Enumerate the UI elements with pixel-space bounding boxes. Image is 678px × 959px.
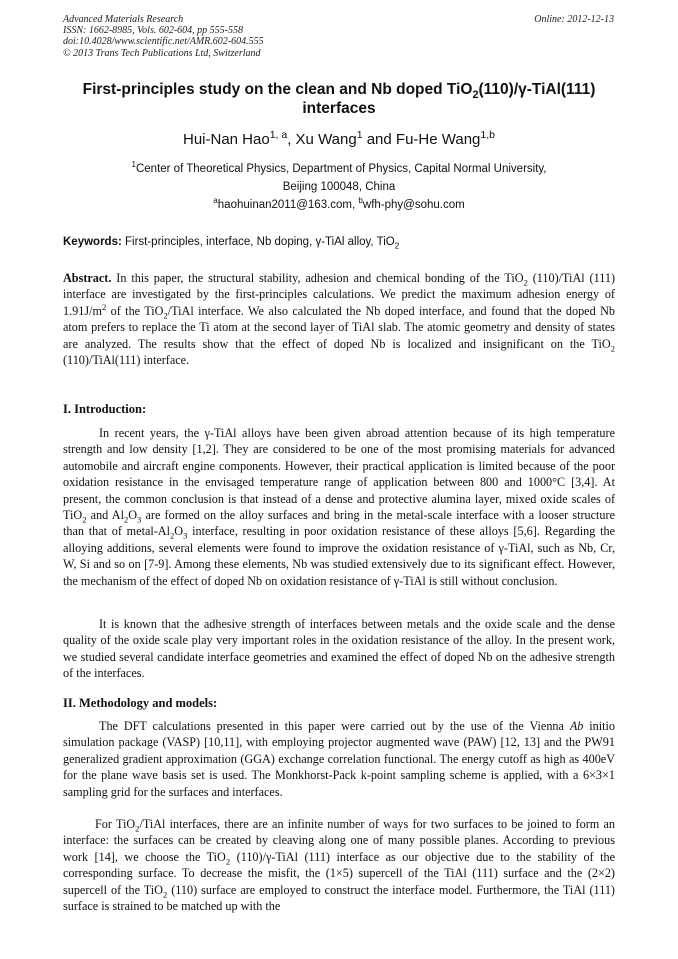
section-heading-introduction: I. Introduction:: [63, 402, 147, 416]
journal-header: [63, 14, 264, 59]
intro-paragraph-1: In recent years, the γ-TiAl alloys have been given abroad attention because of its high temperature strength and low density [1,2]. They are considered to be one of the most promising materials for advanced automobile and aircraft engine components. However, their practical application is limited because of the poor oxidation resistance in the envisaged temperature range of application between 800 and 1000°C [3,4]. At present, the common conclusion is that instead of a dense and protective alumina layer, mixed oxide scales of TiO$_2$ and $Al_2O_3$ are formed on the alloy surfaces and bring in the metal-scale interface with a looser structure than that of metal-$Al_2O_3$ interface, resulting in poor oxidation resistance of these alloys [5,6]. Regarding the alloying additions, several elements were found to improve the oxidation resistance of γ-TiAl, such as Nb, Cr, W, Si and so on [7-9]. Among these elements, Nb was studied extensively due to its significant effect. However, the mechanism of the effect of doped Nb on oxidation resistance of γ-TiAl is still without conclusion.: [63, 426, 615, 588]
methods-paragraph-1: The DFT calculations presented in this paper were carried out by the use of the Vienna Ab initio simulation package (VASP) [10,11], with employing projector augmented wave (PAW) [12, 13] and the PW91 generalized gradient approximation (GGA) exchange correlation functional. The energy cutoff as high as 400eV for the plane wave basis set is used. The Monkhorst-Pack k-point sampling scheme is applied, with a 6×3×1 sampling grid for the surfaces and interfaces.: [63, 719, 616, 799]
section-heading-methodology: II. Methodology and models:: [63, 696, 218, 710]
affiliation: $^1$Center of Theoretical Physics, Department of Physics, Capital Normal University, Beijing 100048, China $^a$haohuinan2011@163.com, $^b$wfh-phy@sohu.com: [63, 160, 615, 214]
author-list: Hui-Nan Hao$^{1, a}$, Xu Wang$^1$ and Fu-He Wang$^{1,b}$: [182, 129, 495, 148]
methods-paragraph-2: For TiO$_2$/TiAl interfaces, there are an infinite number of ways for two surfaces to be joined to form an interface: the surfaces can be created by cleaving along one of many possible planes. According to previous work [14], we choose the TiO$_2$ (110)/γ-TiAl (111) interface as our objective due to the stability of the corresponding surface. To decrease the misfit, the (1×5) supercell of the TiAl (111) surface and the (2×2) supercell of the TiO$_2$ (110) surface are employed to construct the interface model. Furthermore, the TiAl (111) surface is strained to be matched up with the: [63, 817, 616, 914]
abstract: Abstract. In this paper, the structural stability, adhesion and chemical bonding of the TiO$_2$ (110)/TiAl (111) interface are investigated by the first-principles calculations. We predict the maximum adhesion energy of $1.91J/m^2$ of the TiO$_2$/TiAl interface. We also calculated the Nb doped interface, and found that the doped Nb atom prefers to replace the Ti atom at the second layer of TiAl slab. The atomic geometry and density of states are analyzed. The results show that the effect of doped Nb is localized and insignificant on the TiO$_2$ (110)/TiAl(111) interface.: [63, 271, 616, 368]
emails: $^a$haohuinan2011@163.com, $^b$wfh-phy@sohu.com: [213, 196, 465, 211]
issn: ISSN: 1662-8985, Vols. 602-604, pp 555-558: [63, 25, 243, 37]
doi: doi:10.4028/www.scientific.net/AMR.602-604.555: [63, 36, 264, 48]
online-date: Online: 2012-12-13: [534, 14, 614, 25]
keywords: Keywords: First-principles, interface, Nb doping, γ-TiAl alloy, TiO$_2$: [63, 236, 400, 251]
copyright: © 2013 Trans Tech Publications Ltd, Switzerland: [63, 47, 261, 59]
intro-paragraph-2: It is known that the adhesive strength of interfaces between metals and the oxide scale and the dense quality of the oxide scale play very important roles in the oxidation resistance of the alloy. In the present work, we studied several candidate interface geometries and examined the effect of doped Nb on the adhesive strength of the interfaces.: [63, 617, 615, 681]
journal-name: Advanced Materials Research: [63, 14, 184, 25]
paper-title: First-principles study on the clean and Nb doped TiO$_2$(110)/γ-TiAl(111) interfaces: [82, 81, 596, 117]
